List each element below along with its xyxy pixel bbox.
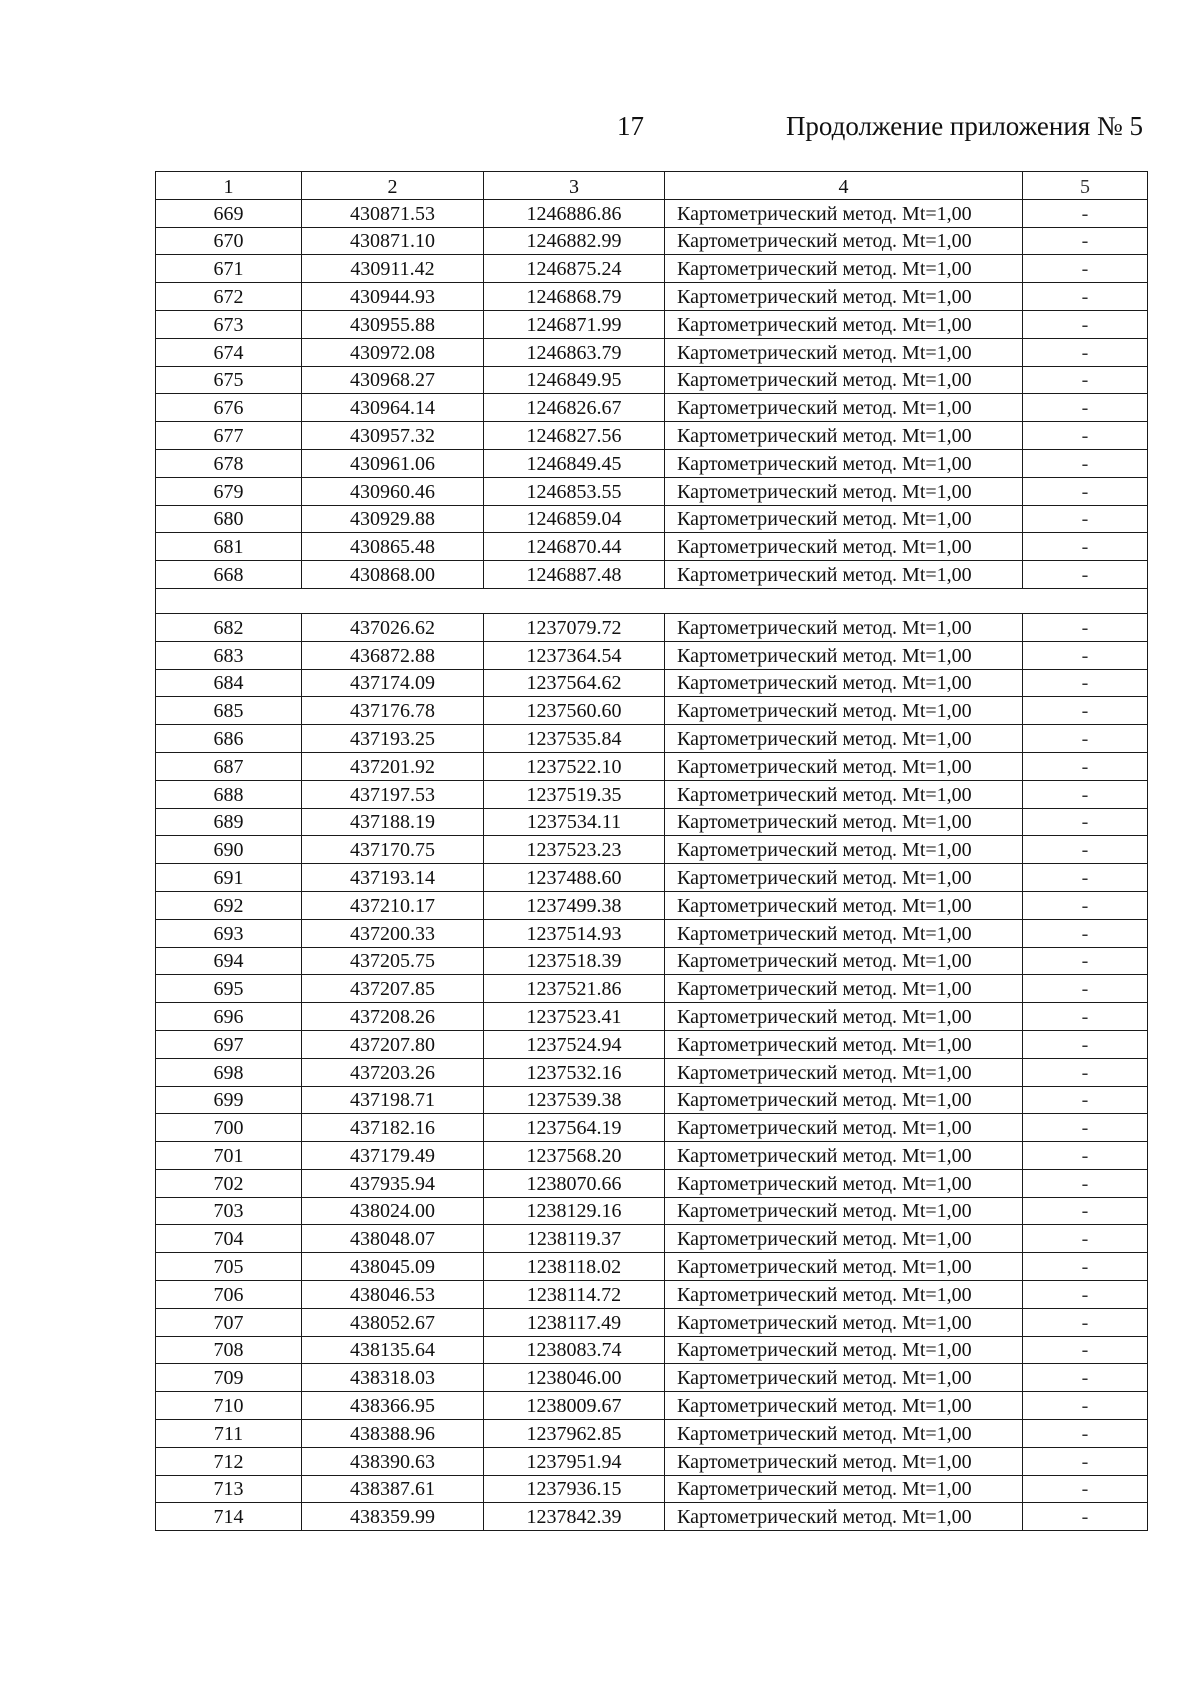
y-coordinate-cell: 1237519.35 (484, 780, 665, 808)
x-coordinate-cell: 430960.46 (302, 477, 484, 505)
point-number-cell: 694 (156, 947, 302, 975)
point-number-cell: 703 (156, 1197, 302, 1225)
point-number-cell: 675 (156, 366, 302, 394)
method-cell: Картометрический метод. Mt=1,00 (665, 561, 1023, 589)
note-cell: - (1023, 613, 1148, 641)
table-row (156, 1169, 1148, 1197)
y-coordinate-cell: 1238070.66 (484, 1169, 665, 1197)
x-coordinate-cell: 437205.75 (302, 947, 484, 975)
method-cell: Картометрический метод. Mt=1,00 (665, 1253, 1023, 1281)
y-coordinate-cell: 1237518.39 (484, 947, 665, 975)
table-row (156, 422, 1148, 450)
table-row (156, 477, 1148, 505)
point-number-cell: 704 (156, 1225, 302, 1253)
x-coordinate-cell: 437026.62 (302, 613, 484, 641)
y-coordinate-cell: 1237524.94 (484, 1030, 665, 1058)
method-cell: Картометрический метод. Mt=1,00 (665, 255, 1023, 283)
point-number-cell: 701 (156, 1142, 302, 1170)
method-cell: Картометрический метод. Mt=1,00 (665, 836, 1023, 864)
note-cell: - (1023, 1420, 1148, 1448)
separator-row (156, 588, 1148, 613)
table-row (156, 1281, 1148, 1309)
method-cell: Картометрический метод. Mt=1,00 (665, 449, 1023, 477)
x-coordinate-cell: 437170.75 (302, 836, 484, 864)
table-row (156, 725, 1148, 753)
note-cell: - (1023, 1503, 1148, 1531)
method-cell: Картометрический метод. Mt=1,00 (665, 1447, 1023, 1475)
y-coordinate-cell: 1246882.99 (484, 227, 665, 255)
x-coordinate-cell: 437207.85 (302, 975, 484, 1003)
point-number-cell: 681 (156, 533, 302, 561)
note-cell: - (1023, 1058, 1148, 1086)
x-coordinate-cell: 437182.16 (302, 1114, 484, 1142)
note-cell: - (1023, 449, 1148, 477)
point-number-cell: 708 (156, 1336, 302, 1364)
point-number-cell: 698 (156, 1058, 302, 1086)
method-cell: Картометрический метод. Mt=1,00 (665, 1225, 1023, 1253)
x-coordinate-cell: 430961.06 (302, 449, 484, 477)
y-coordinate-cell: 1237951.94 (484, 1447, 665, 1475)
method-cell: Картометрический метод. Mt=1,00 (665, 1197, 1023, 1225)
y-coordinate-cell: 1237522.10 (484, 752, 665, 780)
table-row (156, 1364, 1148, 1392)
method-cell: Картометрический метод. Mt=1,00 (665, 725, 1023, 753)
table-row (156, 227, 1148, 255)
point-number-cell: 676 (156, 394, 302, 422)
note-cell: - (1023, 227, 1148, 255)
note-cell: - (1023, 1281, 1148, 1309)
separator-cell (156, 588, 1148, 613)
y-coordinate-cell: 1246887.48 (484, 561, 665, 589)
method-cell: Картометрический метод. Mt=1,00 (665, 1503, 1023, 1531)
method-cell: Картометрический метод. Mt=1,00 (665, 422, 1023, 450)
note-cell: - (1023, 1308, 1148, 1336)
y-coordinate-cell: 1238129.16 (484, 1197, 665, 1225)
method-cell: Картометрический метод. Mt=1,00 (665, 891, 1023, 919)
method-cell: Картометрический метод. Mt=1,00 (665, 1336, 1023, 1364)
x-coordinate-cell: 436872.88 (302, 641, 484, 669)
table-row (156, 1308, 1148, 1336)
point-number-cell: 689 (156, 808, 302, 836)
table-row (156, 836, 1148, 864)
point-number-cell: 682 (156, 613, 302, 641)
x-coordinate-cell: 430968.27 (302, 366, 484, 394)
note-cell: - (1023, 669, 1148, 697)
x-coordinate-cell: 438046.53 (302, 1281, 484, 1309)
table-row (156, 449, 1148, 477)
x-coordinate-cell: 430911.42 (302, 255, 484, 283)
x-coordinate-cell: 438048.07 (302, 1225, 484, 1253)
x-coordinate-cell: 437935.94 (302, 1169, 484, 1197)
point-number-cell: 691 (156, 864, 302, 892)
method-cell: Картометрический метод. Mt=1,00 (665, 1308, 1023, 1336)
method-cell: Картометрический метод. Mt=1,00 (665, 1169, 1023, 1197)
y-coordinate-cell: 1237521.86 (484, 975, 665, 1003)
method-cell: Картометрический метод. Mt=1,00 (665, 1086, 1023, 1114)
note-cell: - (1023, 1364, 1148, 1392)
note-cell: - (1023, 1086, 1148, 1114)
y-coordinate-cell: 1238009.67 (484, 1392, 665, 1420)
method-cell: Картометрический метод. Mt=1,00 (665, 808, 1023, 836)
y-coordinate-cell: 1237962.85 (484, 1420, 665, 1448)
x-coordinate-cell: 437207.80 (302, 1030, 484, 1058)
y-coordinate-cell: 1246886.86 (484, 199, 665, 227)
x-coordinate-cell: 430955.88 (302, 310, 484, 338)
point-number-cell: 677 (156, 422, 302, 450)
y-coordinate-cell: 1237564.62 (484, 669, 665, 697)
table-row (156, 780, 1148, 808)
method-cell: Картометрический метод. Mt=1,00 (665, 199, 1023, 227)
coordinates-table-body (156, 172, 1148, 1531)
note-cell: - (1023, 1336, 1148, 1364)
point-number-cell: 673 (156, 310, 302, 338)
x-coordinate-cell: 430871.53 (302, 199, 484, 227)
table-row (156, 1030, 1148, 1058)
y-coordinate-cell: 1238119.37 (484, 1225, 665, 1253)
note-cell: - (1023, 697, 1148, 725)
x-coordinate-cell: 437200.33 (302, 919, 484, 947)
x-coordinate-cell: 437193.14 (302, 864, 484, 892)
y-coordinate-cell: 1237936.15 (484, 1475, 665, 1503)
y-coordinate-cell: 1237560.60 (484, 697, 665, 725)
table-row (156, 561, 1148, 589)
x-coordinate-cell: 430868.00 (302, 561, 484, 589)
note-cell: - (1023, 864, 1148, 892)
table-row (156, 1420, 1148, 1448)
table-row (156, 1058, 1148, 1086)
point-number-cell: 707 (156, 1308, 302, 1336)
note-cell: - (1023, 1392, 1148, 1420)
table-row (156, 975, 1148, 1003)
point-number-cell: 706 (156, 1281, 302, 1309)
point-number-cell: 709 (156, 1364, 302, 1392)
note-cell: - (1023, 1475, 1148, 1503)
note-cell: - (1023, 561, 1148, 589)
method-cell: Картометрический метод. Mt=1,00 (665, 1420, 1023, 1448)
x-coordinate-cell: 430964.14 (302, 394, 484, 422)
note-cell: - (1023, 780, 1148, 808)
table-row (156, 1336, 1148, 1364)
y-coordinate-cell: 1246870.44 (484, 533, 665, 561)
note-cell: - (1023, 1114, 1148, 1142)
table-row (156, 669, 1148, 697)
note-cell: - (1023, 505, 1148, 533)
table-row (156, 366, 1148, 394)
y-coordinate-cell: 1237534.11 (484, 808, 665, 836)
point-number-cell: 710 (156, 1392, 302, 1420)
note-cell: - (1023, 919, 1148, 947)
note-cell: - (1023, 836, 1148, 864)
point-number-cell: 672 (156, 283, 302, 311)
method-cell: Картометрический метод. Mt=1,00 (665, 697, 1023, 725)
note-cell: - (1023, 1225, 1148, 1253)
method-cell: Картометрический метод. Mt=1,00 (665, 864, 1023, 892)
note-cell: - (1023, 310, 1148, 338)
y-coordinate-cell: 1246827.56 (484, 422, 665, 450)
table-row (156, 283, 1148, 311)
table-row (156, 199, 1148, 227)
point-number-cell: 693 (156, 919, 302, 947)
method-cell: Картометрический метод. Mt=1,00 (665, 780, 1023, 808)
method-cell: Картометрический метод. Mt=1,00 (665, 394, 1023, 422)
x-coordinate-cell: 437201.92 (302, 752, 484, 780)
x-coordinate-cell: 437174.09 (302, 669, 484, 697)
table-row (156, 1392, 1148, 1420)
method-cell: Картометрический метод. Mt=1,00 (665, 505, 1023, 533)
method-cell: Картометрический метод. Mt=1,00 (665, 1392, 1023, 1420)
method-cell: Картометрический метод. Mt=1,00 (665, 1281, 1023, 1309)
point-number-cell: 711 (156, 1420, 302, 1448)
point-number-cell: 685 (156, 697, 302, 725)
point-number-cell: 702 (156, 1169, 302, 1197)
header-row (156, 172, 1148, 200)
method-cell: Картометрический метод. Mt=1,00 (665, 366, 1023, 394)
method-cell: Картометрический метод. Mt=1,00 (665, 919, 1023, 947)
note-cell: - (1023, 891, 1148, 919)
method-cell: Картометрический метод. Mt=1,00 (665, 752, 1023, 780)
y-coordinate-cell: 1246849.95 (484, 366, 665, 394)
y-coordinate-cell: 1237532.16 (484, 1058, 665, 1086)
x-coordinate-cell: 438390.63 (302, 1447, 484, 1475)
y-coordinate-cell: 1237523.23 (484, 836, 665, 864)
point-number-cell: 688 (156, 780, 302, 808)
y-coordinate-cell: 1237535.84 (484, 725, 665, 753)
y-coordinate-cell: 1238046.00 (484, 1364, 665, 1392)
table-row (156, 1447, 1148, 1475)
point-number-cell: 684 (156, 669, 302, 697)
point-number-cell: 690 (156, 836, 302, 864)
point-number-cell: 679 (156, 477, 302, 505)
y-coordinate-cell: 1238117.49 (484, 1308, 665, 1336)
method-cell: Картометрический метод. Mt=1,00 (665, 975, 1023, 1003)
x-coordinate-cell: 438135.64 (302, 1336, 484, 1364)
table-row (156, 613, 1148, 641)
table-row (156, 752, 1148, 780)
x-coordinate-cell: 437176.78 (302, 697, 484, 725)
y-coordinate-cell: 1237842.39 (484, 1503, 665, 1531)
x-coordinate-cell: 437197.53 (302, 780, 484, 808)
x-coordinate-cell: 438387.61 (302, 1475, 484, 1503)
method-cell: Картометрический метод. Mt=1,00 (665, 1003, 1023, 1031)
y-coordinate-cell: 1246871.99 (484, 310, 665, 338)
note-cell: - (1023, 366, 1148, 394)
method-cell: Картометрический метод. Mt=1,00 (665, 338, 1023, 366)
method-cell: Картометрический метод. Mt=1,00 (665, 1058, 1023, 1086)
x-coordinate-cell: 438024.00 (302, 1197, 484, 1225)
y-coordinate-cell: 1237488.60 (484, 864, 665, 892)
table-row (156, 1197, 1148, 1225)
note-cell: - (1023, 1447, 1148, 1475)
appendix-title: Продолжение приложения № 5 (785, 111, 1143, 141)
coordinates-table (155, 171, 1148, 1531)
table-row (156, 1253, 1148, 1281)
y-coordinate-cell: 1237539.38 (484, 1086, 665, 1114)
x-coordinate-cell: 437179.49 (302, 1142, 484, 1170)
table-row (156, 505, 1148, 533)
point-number-cell: 696 (156, 1003, 302, 1031)
note-cell: - (1023, 641, 1148, 669)
point-number-cell: 686 (156, 725, 302, 753)
note-cell: - (1023, 394, 1148, 422)
x-coordinate-cell: 430944.93 (302, 283, 484, 311)
y-coordinate-cell: 1246868.79 (484, 283, 665, 311)
point-number-cell: 697 (156, 1030, 302, 1058)
y-coordinate-cell: 1237514.93 (484, 919, 665, 947)
y-coordinate-cell: 1246853.55 (484, 477, 665, 505)
point-number-cell: 713 (156, 1475, 302, 1503)
x-coordinate-cell: 437203.26 (302, 1058, 484, 1086)
table-row (156, 1142, 1148, 1170)
page-number: 17 (617, 111, 644, 141)
method-cell: Картометрический метод. Mt=1,00 (665, 641, 1023, 669)
method-cell: Картометрический метод. Mt=1,00 (665, 1475, 1023, 1503)
y-coordinate-cell: 1238118.02 (484, 1253, 665, 1281)
table-row (156, 1086, 1148, 1114)
x-coordinate-cell: 438052.67 (302, 1308, 484, 1336)
note-cell: - (1023, 255, 1148, 283)
point-number-cell: 670 (156, 227, 302, 255)
method-cell: Картометрический метод. Mt=1,00 (665, 1114, 1023, 1142)
header-col-5: 5 (1023, 172, 1148, 200)
y-coordinate-cell: 1246875.24 (484, 255, 665, 283)
note-cell: - (1023, 1030, 1148, 1058)
y-coordinate-cell: 1237568.20 (484, 1142, 665, 1170)
note-cell: - (1023, 947, 1148, 975)
point-number-cell: 674 (156, 338, 302, 366)
table-row (156, 1475, 1148, 1503)
point-number-cell: 669 (156, 199, 302, 227)
table-row (156, 1114, 1148, 1142)
point-number-cell: 680 (156, 505, 302, 533)
y-coordinate-cell: 1246863.79 (484, 338, 665, 366)
table-row (156, 641, 1148, 669)
point-number-cell: 705 (156, 1253, 302, 1281)
table-row (156, 338, 1148, 366)
point-number-cell: 699 (156, 1086, 302, 1114)
x-coordinate-cell: 437208.26 (302, 1003, 484, 1031)
method-cell: Картометрический метод. Mt=1,00 (665, 477, 1023, 505)
x-coordinate-cell: 430865.48 (302, 533, 484, 561)
note-cell: - (1023, 1169, 1148, 1197)
header-col-4: 4 (665, 172, 1023, 200)
table-row (156, 394, 1148, 422)
x-coordinate-cell: 430871.10 (302, 227, 484, 255)
x-coordinate-cell: 430957.32 (302, 422, 484, 450)
note-cell: - (1023, 533, 1148, 561)
note-cell: - (1023, 338, 1148, 366)
point-number-cell: 671 (156, 255, 302, 283)
note-cell: - (1023, 752, 1148, 780)
note-cell: - (1023, 1142, 1148, 1170)
point-number-cell: 683 (156, 641, 302, 669)
note-cell: - (1023, 422, 1148, 450)
x-coordinate-cell: 437193.25 (302, 725, 484, 753)
x-coordinate-cell: 438366.95 (302, 1392, 484, 1420)
table-row (156, 891, 1148, 919)
note-cell: - (1023, 808, 1148, 836)
x-coordinate-cell: 438359.99 (302, 1503, 484, 1531)
method-cell: Картометрический метод. Mt=1,00 (665, 1030, 1023, 1058)
x-coordinate-cell: 437210.17 (302, 891, 484, 919)
table-row (156, 255, 1148, 283)
note-cell: - (1023, 975, 1148, 1003)
table-row (156, 864, 1148, 892)
note-cell: - (1023, 477, 1148, 505)
method-cell: Картометрический метод. Mt=1,00 (665, 669, 1023, 697)
table-row (156, 1503, 1148, 1531)
y-coordinate-cell: 1237364.54 (484, 641, 665, 669)
note-cell: - (1023, 199, 1148, 227)
note-cell: - (1023, 1197, 1148, 1225)
y-coordinate-cell: 1246849.45 (484, 449, 665, 477)
note-cell: - (1023, 1003, 1148, 1031)
method-cell: Картометрический метод. Mt=1,00 (665, 613, 1023, 641)
method-cell: Картометрический метод. Mt=1,00 (665, 947, 1023, 975)
table-row (156, 310, 1148, 338)
y-coordinate-cell: 1237079.72 (484, 613, 665, 641)
point-number-cell: 692 (156, 891, 302, 919)
y-coordinate-cell: 1237564.19 (484, 1114, 665, 1142)
method-cell: Картометрический метод. Mt=1,00 (665, 310, 1023, 338)
x-coordinate-cell: 438318.03 (302, 1364, 484, 1392)
x-coordinate-cell: 430972.08 (302, 338, 484, 366)
method-cell: Картометрический метод. Mt=1,00 (665, 1142, 1023, 1170)
point-number-cell: 714 (156, 1503, 302, 1531)
table-row (156, 919, 1148, 947)
table-row (156, 533, 1148, 561)
x-coordinate-cell: 438388.96 (302, 1420, 484, 1448)
table-row (156, 947, 1148, 975)
point-number-cell: 668 (156, 561, 302, 589)
method-cell: Картометрический метод. Mt=1,00 (665, 1364, 1023, 1392)
y-coordinate-cell: 1246826.67 (484, 394, 665, 422)
point-number-cell: 687 (156, 752, 302, 780)
method-cell: Картометрический метод. Mt=1,00 (665, 227, 1023, 255)
y-coordinate-cell: 1237499.38 (484, 891, 665, 919)
y-coordinate-cell: 1238114.72 (484, 1281, 665, 1309)
point-number-cell: 712 (156, 1447, 302, 1475)
point-number-cell: 678 (156, 449, 302, 477)
table-row (156, 1225, 1148, 1253)
y-coordinate-cell: 1238083.74 (484, 1336, 665, 1364)
note-cell: - (1023, 725, 1148, 753)
x-coordinate-cell: 437198.71 (302, 1086, 484, 1114)
point-number-cell: 695 (156, 975, 302, 1003)
table-row (156, 697, 1148, 725)
header-col-1: 1 (156, 172, 302, 200)
x-coordinate-cell: 430929.88 (302, 505, 484, 533)
y-coordinate-cell: 1246859.04 (484, 505, 665, 533)
method-cell: Картометрический метод. Mt=1,00 (665, 283, 1023, 311)
x-coordinate-cell: 437188.19 (302, 808, 484, 836)
point-number-cell: 700 (156, 1114, 302, 1142)
note-cell: - (1023, 283, 1148, 311)
table-row (156, 808, 1148, 836)
header-col-2: 2 (302, 172, 484, 200)
table-row (156, 1003, 1148, 1031)
method-cell: Картометрический метод. Mt=1,00 (665, 533, 1023, 561)
x-coordinate-cell: 438045.09 (302, 1253, 484, 1281)
y-coordinate-cell: 1237523.41 (484, 1003, 665, 1031)
header-col-3: 3 (484, 172, 665, 200)
note-cell: - (1023, 1253, 1148, 1281)
